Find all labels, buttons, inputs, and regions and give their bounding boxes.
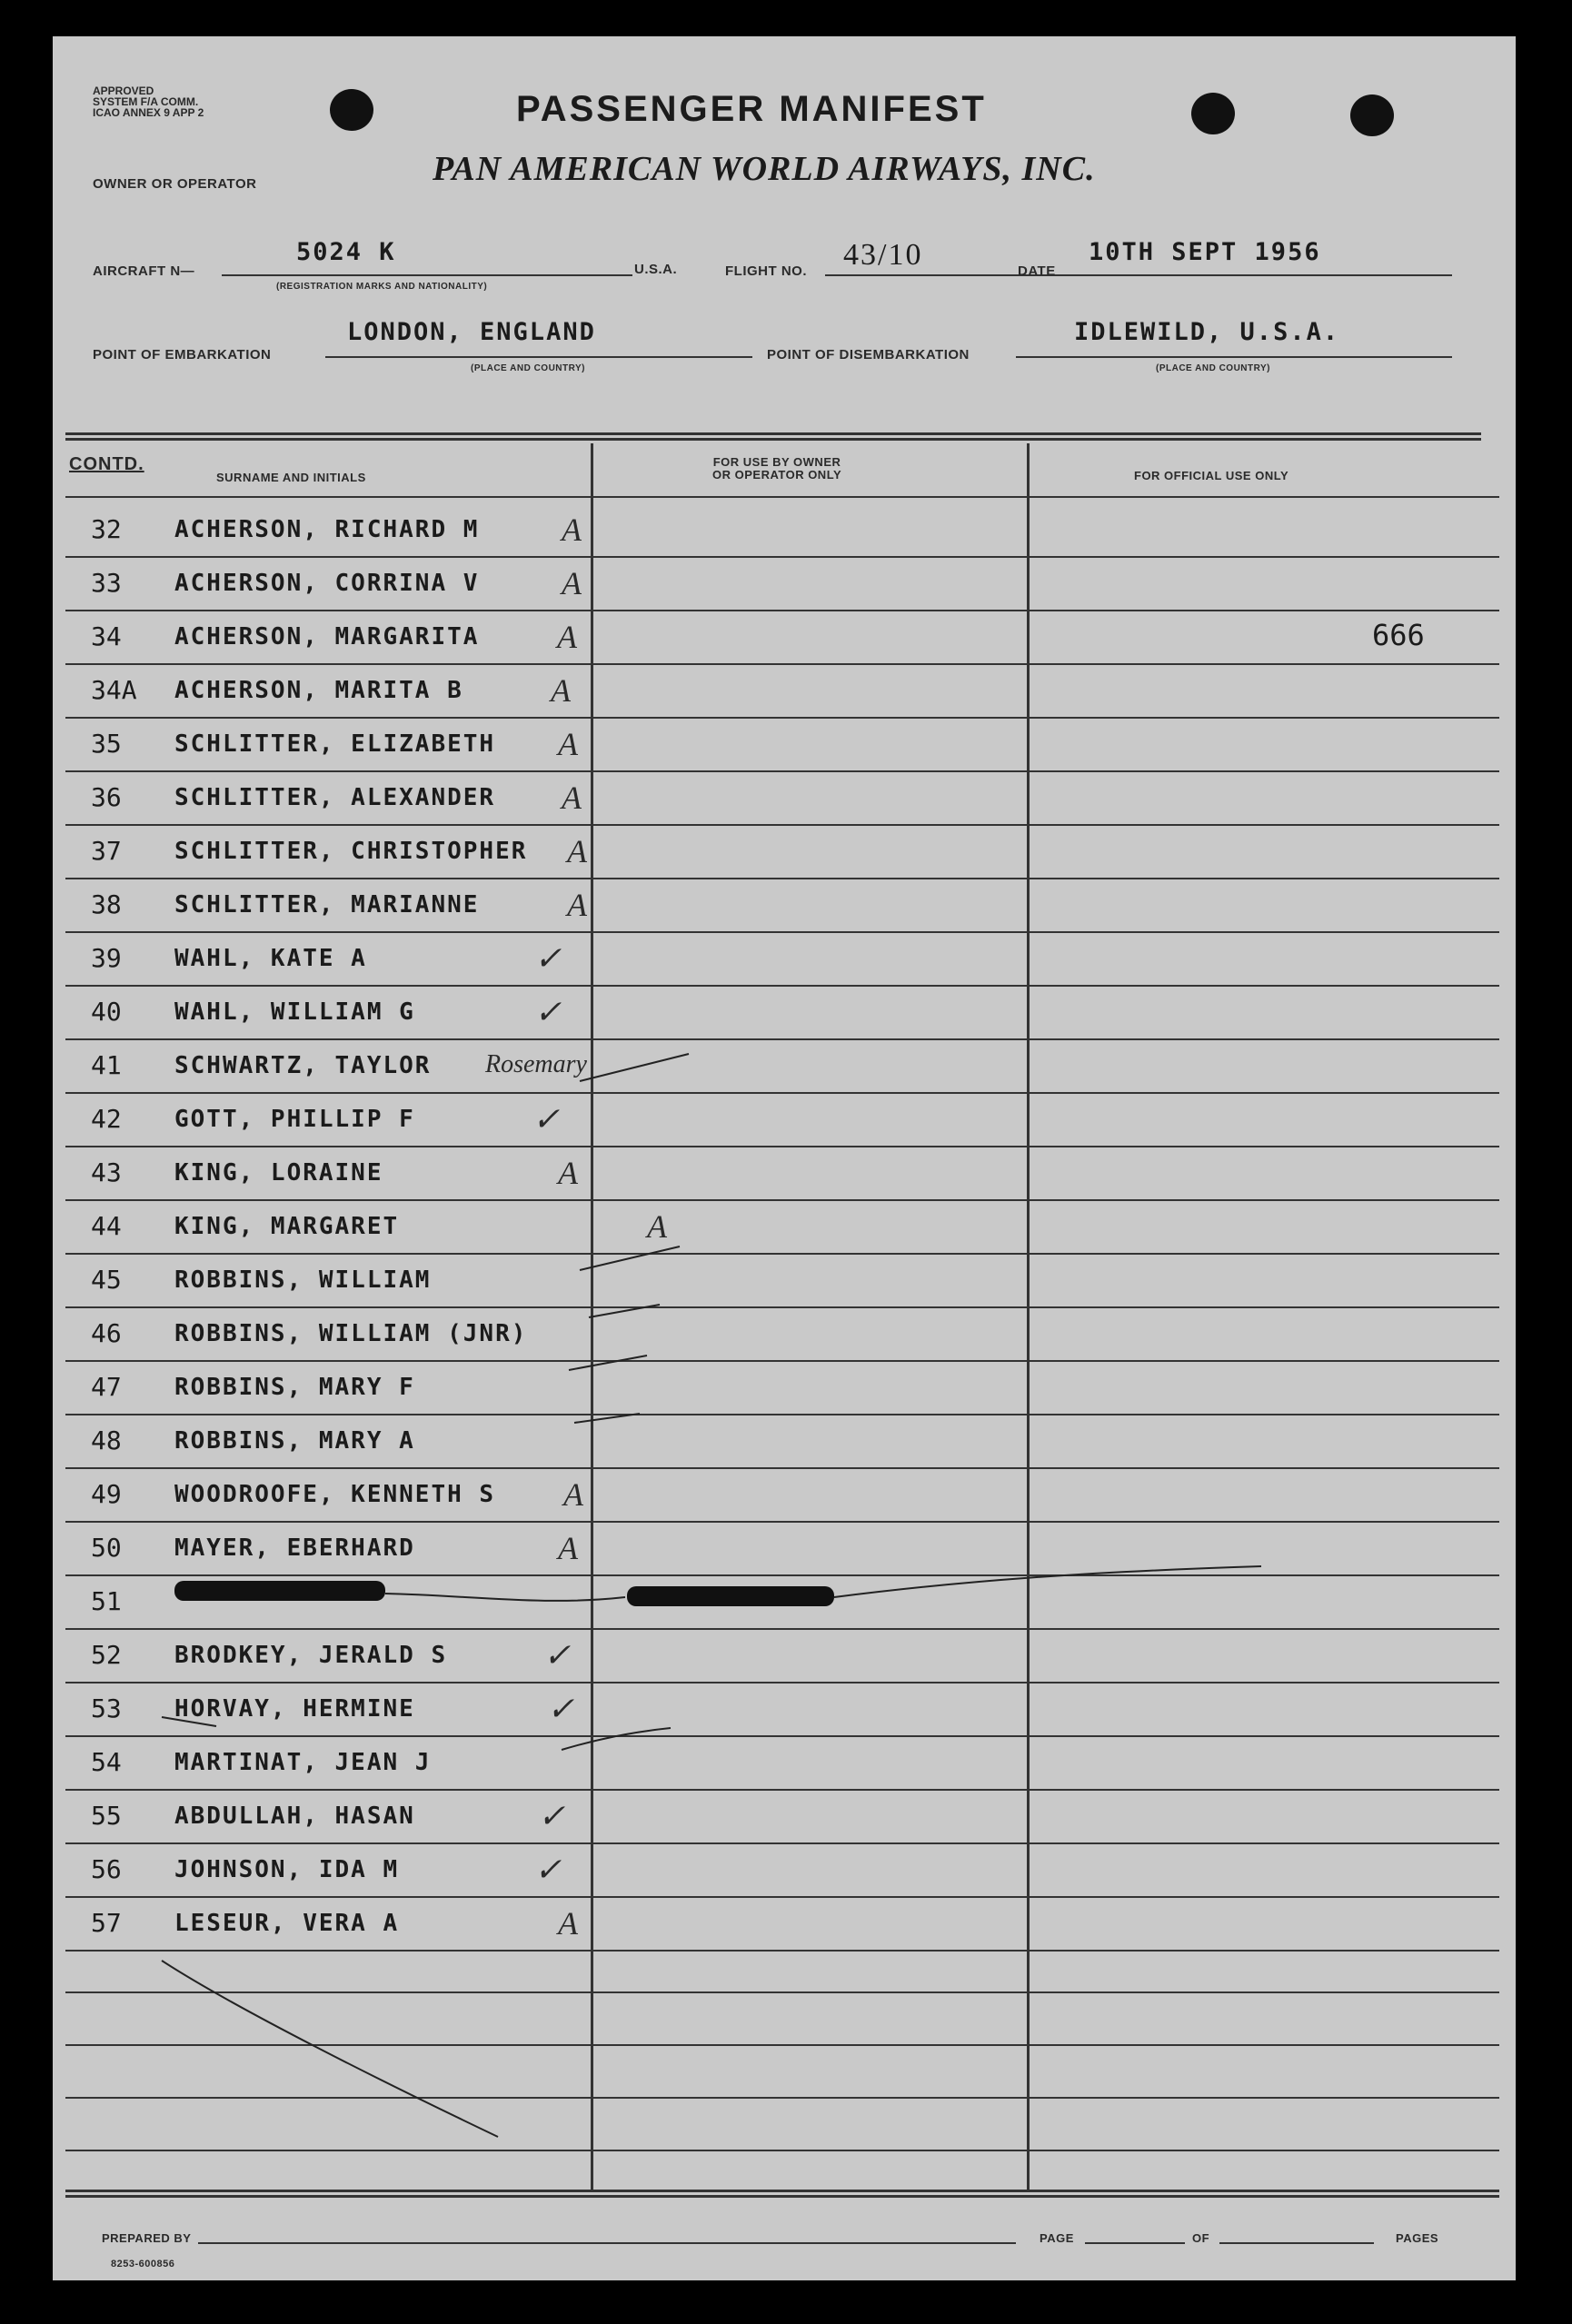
row-number: 52 [91,1640,122,1670]
handwritten-mark: ✓ [532,1101,561,1137]
row-number: 44 [91,1211,122,1241]
page-title: PASSENGER MANIFEST [516,89,987,129]
handwritten-mark: A [647,1208,667,1245]
handwritten-mark: A [563,1476,583,1513]
handwritten-mark: A [562,780,582,816]
column-header-official: FOR OFFICIAL USE ONLY [1134,469,1289,482]
row-number: 55 [91,1801,122,1831]
row-number: 41 [91,1050,122,1080]
handwritten-mark: A [551,672,571,709]
date-label: DATE [1018,263,1056,279]
row-number: 34 [91,621,122,651]
embark-label: POINT OF EMBARKATION [93,347,272,363]
place-label: (PLACE AND COUNTRY) [1156,363,1270,373]
contd-label: CONTD. [69,454,144,474]
flight-label: FLIGHT NO. [725,263,807,279]
handwritten-mark: A [557,619,577,655]
passenger-name: ACHERSON, CORRINA V [174,570,480,597]
passenger-name: HORVAY, HERMINE [174,1695,415,1723]
row-number: 32 [91,514,122,544]
handwritten-mark: A [558,1155,578,1191]
table-row [53,1041,1516,1094]
handwritten-mark: A [558,1905,578,1942]
passenger-name: WOODROOFE, KENNETH S [174,1481,496,1508]
disembark-value: IDLEWILD, U.S.A. [1074,318,1340,346]
table-row [53,934,1516,987]
passenger-name: ACHERSON, MARGARITA [174,623,480,651]
registration-label: (REGISTRATION MARKS AND NATIONALITY) [276,282,488,292]
row-number: 34A [91,675,137,705]
disembark-label: POINT OF DISEMBARKATION [767,347,970,363]
handwritten-mark: ✓ [543,1637,572,1673]
flight-value: 43/10 [843,238,923,272]
row-number: 51 [91,1586,122,1616]
redacted-entry [627,1586,834,1606]
passenger-name: MAYER, EBERHARD [174,1534,415,1562]
passenger-name: SCHLITTER, CHRISTOPHER [174,838,528,865]
passenger-name: WAHL, WILLIAM G [174,998,415,1026]
date-value: 10TH SEPT 1956 [1089,238,1321,266]
table-row [53,1631,1516,1683]
row-number: 40 [91,997,122,1027]
passenger-name: ROBBINS, MARY F [174,1374,415,1401]
handwritten-mark: ✓ [534,994,562,1030]
passenger-name: WAHL, KATE A [174,945,367,972]
row-number: 38 [91,889,122,919]
table-row [53,720,1516,772]
handwritten-mark: A [567,833,587,869]
usa-label: U.S.A. [634,262,678,277]
table-row [53,1095,1516,1147]
table-row [53,1524,1516,1576]
passenger-name: KING, MARGARET [174,1213,400,1240]
passenger-name: ACHERSON, RICHARD M [174,516,480,543]
passenger-name: ROBBINS, WILLIAM (JNR) [174,1320,528,1347]
table-row [53,880,1516,933]
passenger-name: ABDULLAH, HASAN [174,1803,415,1830]
handwritten-mark: ✓ [534,1852,562,1888]
table-row [53,1416,1516,1469]
approval-stamp: APPROVED SYSTEM F/A COMM. ICAO ANNEX 9 APP 2 [93,84,204,119]
owner-label: OWNER OR OPERATOR [93,176,257,192]
handwritten-mark: A [567,887,587,923]
row-number: 46 [91,1318,122,1348]
column-header-owner: FOR USE BY OWNER OR OPERATOR ONLY [712,455,842,482]
table-row [53,1845,1516,1898]
row-number: 35 [91,729,122,759]
row-number: 56 [91,1854,122,1884]
manifest-sheet [53,36,1516,2280]
table-row [53,559,1516,611]
table-row [53,988,1516,1040]
passenger-name: SCHLITTER, ELIZABETH [174,730,496,758]
table-row [53,666,1516,719]
aircraft-label: AIRCRAFT N— [93,263,195,279]
table-row [53,827,1516,879]
table-row [53,1684,1516,1737]
passenger-name: BRODKEY, JERALD S [174,1642,448,1669]
punch-hole [1191,93,1235,134]
row-number: 43 [91,1157,122,1187]
handwritten-mark: ✓ [538,1798,566,1834]
table-row [53,1256,1516,1308]
punch-hole [330,89,373,131]
table-row [53,1148,1516,1201]
of-label: OF [1192,2231,1210,2245]
row-number: 54 [91,1747,122,1777]
row-number: 47 [91,1372,122,1402]
handwritten-mark: A [558,726,578,762]
handwritten-mark: A [558,1530,578,1566]
prepared-label: PREPARED BY [102,2231,192,2245]
passenger-name: LESEUR, VERA A [174,1910,400,1937]
passenger-name: SCHLITTER, ALEXANDER [174,784,496,811]
embark-value: LONDON, ENGLAND [347,318,596,346]
punch-hole [1350,94,1394,136]
row-number: 42 [91,1104,122,1134]
handwritten-mark: ✓ [534,940,562,977]
row-number: 49 [91,1479,122,1509]
official-note: 666 [1372,618,1425,652]
passenger-name: ROBBINS, MARY A [174,1427,415,1455]
handwritten-mark: A [562,511,582,548]
table-row [53,1738,1516,1791]
row-number: 37 [91,836,122,866]
passenger-name: SCHWARTZ, TAYLOR [174,1052,432,1079]
row-number: 45 [91,1265,122,1295]
form-number: 8253-600856 [111,2259,175,2269]
row-number: 33 [91,568,122,598]
table-row [53,773,1516,826]
handwritten-mark: ✓ [547,1691,575,1727]
table-row [53,1470,1516,1523]
passenger-name: JOHNSON, IDA M [174,1856,400,1883]
redacted-name [174,1581,385,1601]
pages-label: PAGES [1396,2231,1439,2245]
passenger-name: MARTINAT, JEAN J [174,1749,432,1776]
row-number: 39 [91,943,122,973]
page-label: PAGE [1040,2231,1074,2245]
handwritten-mark: A [562,565,582,601]
passenger-name: SCHLITTER, MARIANNE [174,891,480,919]
column-header-surname: SURNAME AND INITIALS [216,471,366,484]
passenger-name: KING, LORAINE [174,1159,383,1187]
table-row [53,1202,1516,1255]
table-row [53,1792,1516,1844]
row-number: 36 [91,782,122,812]
passenger-name: GOTT, PHILLIP F [174,1106,415,1133]
table-row [53,1363,1516,1415]
handwritten-mark: Rosemary [485,1050,587,1078]
table-row [53,505,1516,558]
row-number: 53 [91,1693,122,1723]
table-row [53,612,1516,665]
place-label: (PLACE AND COUNTRY) [471,363,585,373]
aircraft-value: 5024 K [296,238,396,266]
owner-value: PAN AMERICAN WORLD AIRWAYS, INC. [433,150,1096,188]
row-number: 50 [91,1533,122,1563]
table-row [53,1899,1516,1952]
row-number: 57 [91,1908,122,1938]
table-row [53,1309,1516,1362]
row-number: 48 [91,1425,122,1455]
passenger-name: ACHERSON, MARITA B [174,677,463,704]
passenger-name: ROBBINS, WILLIAM [174,1266,432,1294]
